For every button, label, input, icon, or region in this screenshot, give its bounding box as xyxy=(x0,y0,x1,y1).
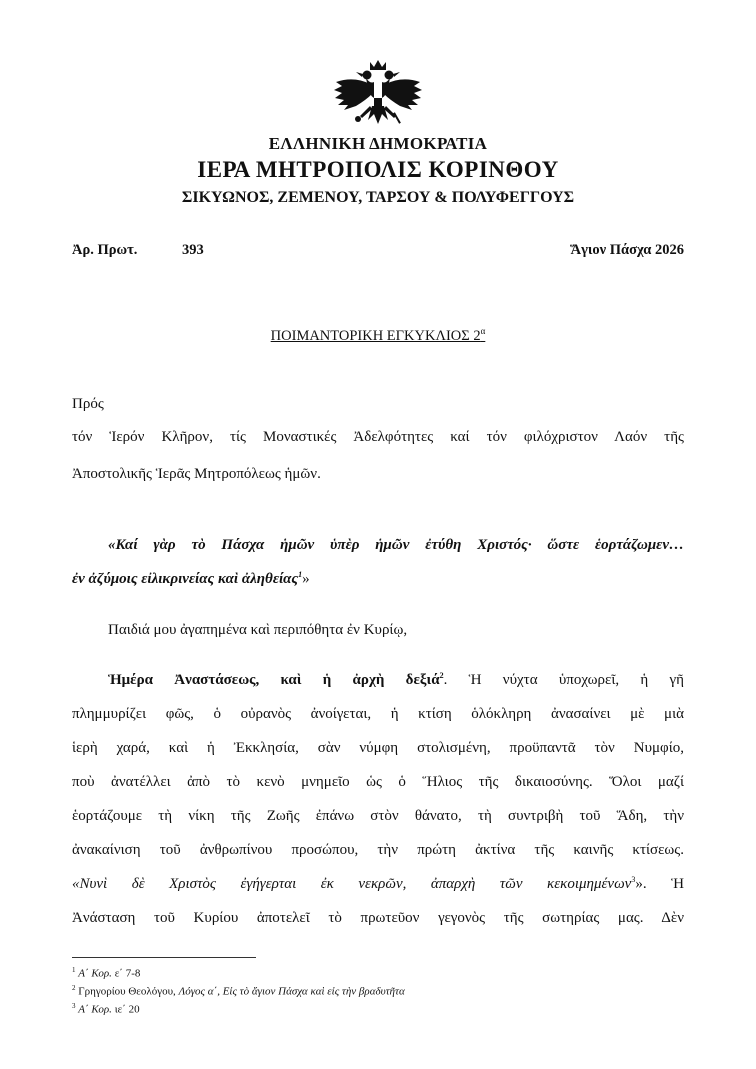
address-to: Πρός xyxy=(72,396,104,412)
greeting: Παιδιά μου ἀγαπημένα καὶ περιπόθητα ἐν Κυρίῳ, xyxy=(108,622,408,638)
state-heading: ΕΛΛΗΝΙΚΗ ΔΗΜΟΚΡΑΤΙΑ xyxy=(268,134,488,153)
encyclical-title: ΠΟΙΜΑΝΤΟΡΙΚΗ ΕΓΚΥΚΛΙΟΣ $2^\alpha$ xyxy=(270,326,486,344)
body-line-6: ἀνακαίνιση τοῦ ἀνθρωπίνου προσώπου, τὴν πρώτη ἀκτίνα τῆς καινῆς κτίσεως. xyxy=(72,842,684,858)
body-line-7: «Νυνὶ δὲ Χριστὸς ἐγήγερται ἐκ νεκρῶν, ἀπαρχὴ τῶν κεκοιμημένων$^3$». Ἡ xyxy=(72,875,685,892)
footnote-ref-1[interactable]: 1 xyxy=(298,570,303,579)
body-line-5: ἑορτάζουμε τὴ νίκη τῆς Ζωῆς ἐπάνω στὸν θάνατο, τὴ συντριβὴ τοῦ Ἅδη, τὴν xyxy=(72,808,684,824)
footnote-ref-2[interactable]: 2 xyxy=(439,671,444,680)
quote-line-1: «Καί γὰρ τὸ Πάσχα ἡμῶν ὑπὲρ ἡμῶν ἐτύθη Χριστός· ὥστε ἑορτάζωμεν… xyxy=(108,537,684,553)
quote-line-2: ἐν ἀζύμοις εἰλικρινείας καὶ ἀληθείας$^1$» xyxy=(72,570,310,587)
footnote-2: $^2$ Γρηγορίου Θεολόγου, Λόγος α΄, Εἰς τὸ ἅγιον Πάσχα καὶ εἰς τὴν βραδυτῆτα xyxy=(72,984,405,998)
body-line-8: Ἀνάσταση τοῦ Κυρίου ἀποτελεῖ τὸ πρωτεῦον γεγονὸς τῆς σωτηρίας μας. Δὲν xyxy=(72,910,684,926)
document-date: Ἅγιον Πάσχα 2026 xyxy=(570,242,684,258)
metropolis-heading: ΙΕΡΑ ΜΗΤΡΟΠΟΛΙΣ ΚΟΡΙΝΘΟΥ xyxy=(197,157,559,182)
body-line-1: Ἡμέρα Ἀναστάσεως, καὶ ἡ ἀρχὴ δεξιά$^2$. Ἡ νύχτα ὑποχωρεῖ, ἡ γῆ xyxy=(108,671,684,688)
footnote-3: $^3$ Α΄ Κορ. ιε΄ 20 xyxy=(72,1002,140,1016)
footnote-divider xyxy=(72,957,256,958)
double-headed-eagle-icon xyxy=(330,58,426,130)
body-line-3: ἱερὴ χαρά, καὶ ἡ Ἐκκλησία, σὰν νύμφη στολισμένη, προϋπαντᾶ τὸν Νυμφίο, xyxy=(72,740,684,756)
body-line-2: πλημμυρίζει φῶς, ὁ οὐρανὸς ἀνοίγεται, ἡ κτίση ὁλόκληρη ἀνασαίνει μὲ μιὰ xyxy=(72,706,684,722)
address-line-2: Ἀποστολικῆς Ἱερᾶς Μητροπόλεως ἡμῶν. xyxy=(72,466,321,482)
protocol-number: 393 xyxy=(182,242,204,258)
footnote-1: $^1$ Α΄ Κορ. ε΄ 7-8 xyxy=(72,966,141,980)
metropolis-subtitle: ΣΙΚΥΩΝΟΣ, ΖΕΜΕΝΟΥ, ΤΑΡΣΟΥ & ΠΟΛΥΦΕΓΓΟΥΣ xyxy=(181,189,575,206)
address-line-1: τόν Ἱερόν Κλῆρον, τίς Μοναστικές Ἀδελφότητες καί τόν φιλόχριστον Λαόν τῆς xyxy=(72,429,684,445)
footnote-ref-3[interactable]: 3 xyxy=(631,875,636,884)
protocol-label: Ἀρ. Πρωτ. xyxy=(72,242,138,258)
body-line-4: ποὺ ἀνατέλλει ἀπὸ τὸ κενὸ μνημεῖο ὡς ὁ Ἥλιος τῆς δικαιοσύνης. Ὅλοι μαζί xyxy=(72,774,684,790)
